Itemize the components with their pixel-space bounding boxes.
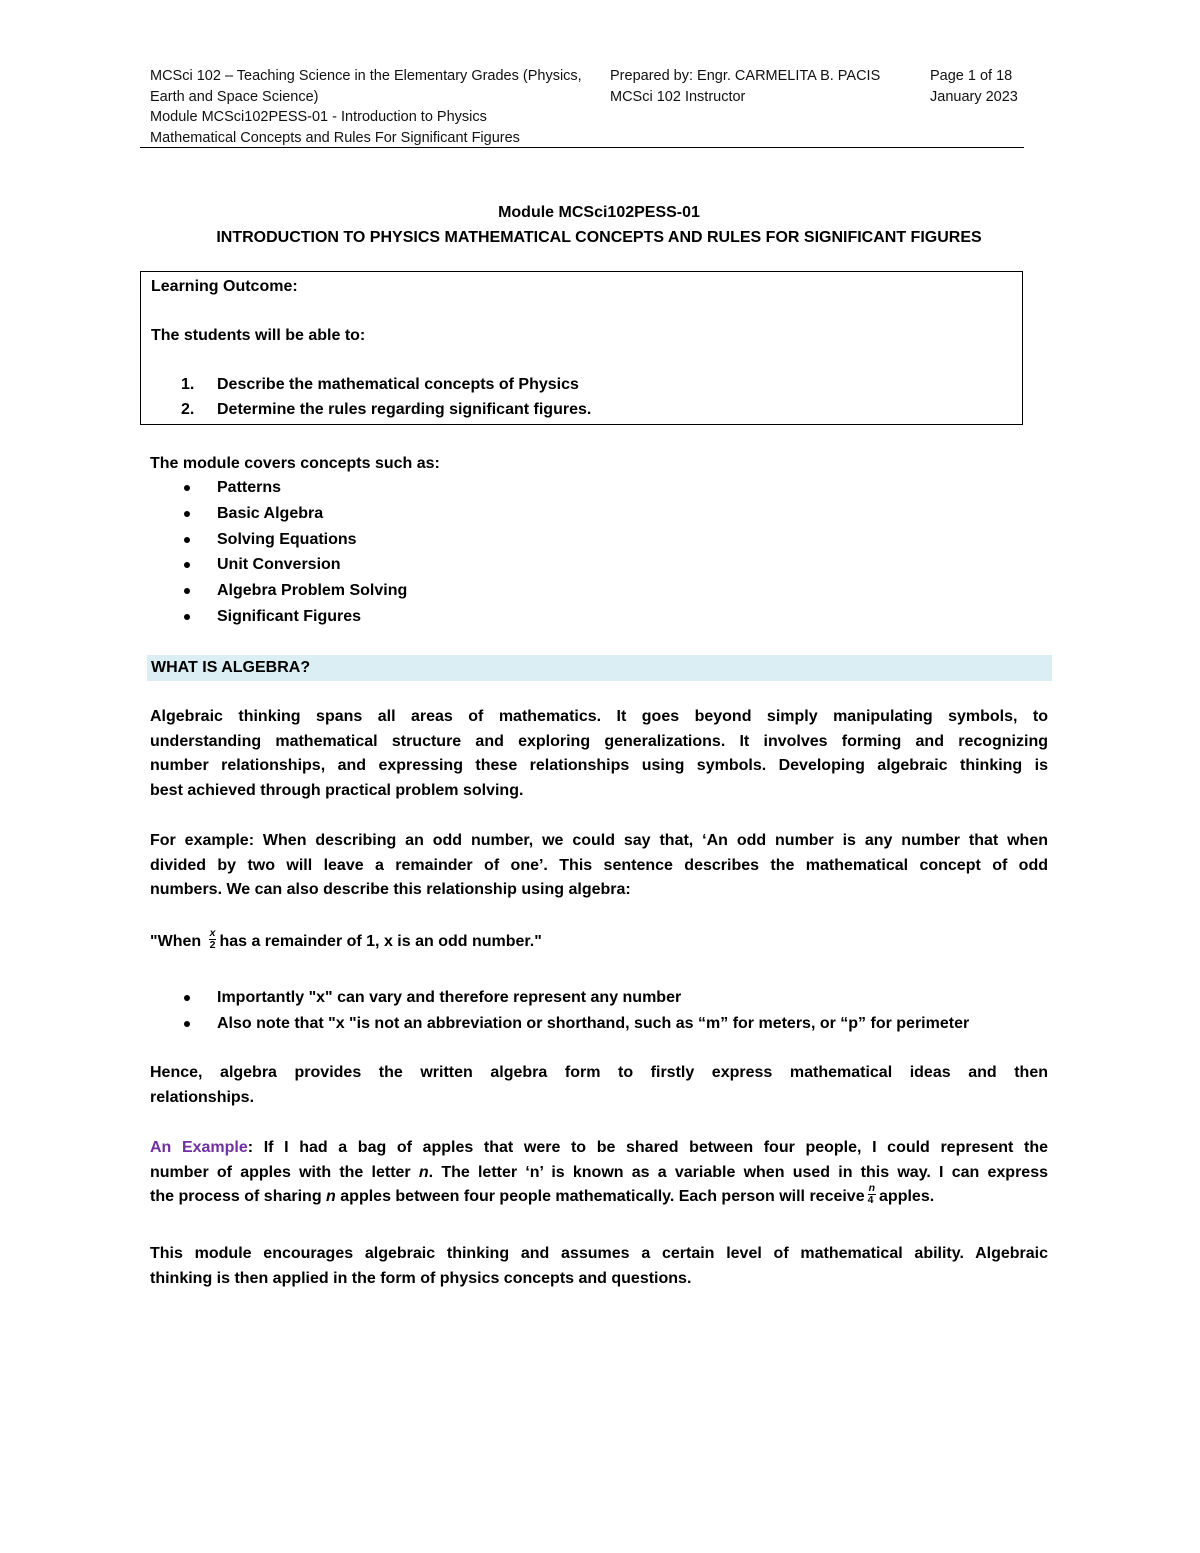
list-item-text: Solving Equations — [217, 530, 357, 548]
paragraph-line: understanding mathematical structure and exploring generalizations. It involves forming and recognizing — [150, 732, 1048, 750]
paragraph-odd-number-example — [150, 829, 1048, 903]
paragraph-line: divided by two will leave a remainder of one’. This sentence describes the mathematical concept of odd — [150, 856, 1048, 874]
bullet-icon — [184, 485, 190, 491]
header-page-info — [930, 66, 1020, 107]
header-date: January 2023 — [930, 88, 1018, 105]
formula-text-before: "When — [150, 933, 202, 950]
header-course-line2: Earth and Space Science) — [150, 88, 319, 105]
bullet-icon — [184, 1021, 190, 1027]
paragraph-line: Algebraic thinking spans all areas of mathematics. It goes beyond simply manipulating symbols, to — [150, 708, 1048, 725]
header-divider — [140, 147, 1024, 148]
list-item-text: Algebra Problem Solving — [217, 582, 408, 600]
covers-intro: The module covers concepts such as: — [150, 455, 440, 472]
fraction-numerator: n — [868, 1182, 876, 1195]
example-line2-b: . The letter ‘n’ is known as a variable when used in this way. I can express — [428, 1163, 1049, 1181]
example-line1-text: : If I had a bag of apples that were to be shared between four people, I could represent the — [247, 1139, 1049, 1156]
example-line3-b: apples between four people mathematically. Each person will receive — [335, 1188, 865, 1205]
paragraph-line — [150, 1161, 1048, 1186]
fraction-denominator: 4 — [867, 1194, 874, 1207]
fraction-n-over-4 — [868, 1183, 876, 1206]
header-page-number: Page 1 of 18 — [930, 68, 1013, 84]
outcome-item-text: Determine the rules regarding significant figures. — [217, 401, 592, 418]
odd-number-formula — [150, 927, 542, 955]
paragraph-line: For example: When describing an odd number, we could say that, ‘An odd number is any number that when — [150, 832, 1048, 849]
bullet-icon — [184, 614, 190, 620]
header-preparer — [610, 66, 910, 107]
paragraph-hence — [150, 1061, 1048, 1110]
header-prepared-by: Prepared by: Engr. CARMELITA B. PACIS — [610, 68, 881, 84]
paragraph-line: Hence, algebra provides the written algebra form to firstly express mathematical ideas and then — [150, 1064, 1048, 1081]
paragraph-line — [150, 1136, 1048, 1161]
bullet-icon — [184, 562, 190, 568]
paragraph-line: thinking is then applied in the form of physics concepts and questions. — [150, 1269, 692, 1287]
list-item-text: Significant Figures — [217, 607, 362, 625]
learning-outcome-intro: The students will be able to: — [151, 327, 366, 344]
section-heading-bar — [147, 655, 1052, 681]
paragraph-line: best achieved through practical problem solving. — [150, 781, 524, 799]
fraction-x-over-2 — [209, 928, 217, 951]
outcome-item-text: Describe the mathematical concepts of Physics — [217, 376, 579, 393]
section-heading: WHAT IS ALGEBRA? — [151, 659, 311, 676]
header-course-info — [150, 66, 590, 148]
bullet-icon — [184, 588, 190, 594]
list-item-text: Also note that "x "is not an abbreviation or shorthand, such as “m” for meters, or “p” for perimeter — [217, 1014, 970, 1032]
module-title-block — [140, 200, 1058, 250]
header-instructor: MCSci 102 Instructor — [610, 88, 746, 105]
paragraph-apples-example — [150, 1136, 1048, 1215]
paragraph-line: relationships. — [150, 1088, 255, 1106]
example-label: An Example — [150, 1139, 248, 1156]
list-item-text: Basic Algebra — [217, 504, 324, 522]
module-subtitle: INTRODUCTION TO PHYSICS MATHEMATICAL CONCEPTS AND RULES FOR SIGNIFICANT FIGURES — [216, 229, 982, 246]
learning-outcome-box — [140, 271, 1023, 425]
example-line2-a: number of apples with the letter — [150, 1163, 419, 1181]
example-line3-a: the process of sharing — [150, 1188, 327, 1205]
bullet-icon — [184, 995, 190, 1001]
paragraph-line — [150, 1182, 1048, 1215]
header-topic-line: Mathematical Concepts and Rules For Significant Figures — [150, 129, 520, 146]
paragraph-line: This module encourages algebraic thinking and assumes a certain level of mathematical ability. Algebraic — [150, 1245, 1048, 1262]
header-module-line: Module MCSci102PESS-01 - Introduction to Physics — [150, 109, 487, 125]
bullet-icon — [184, 511, 190, 517]
example-line3-end: apples. — [879, 1188, 935, 1205]
outcome-item-number: 2. — [181, 401, 195, 418]
list-item-text: Unit Conversion — [217, 556, 341, 574]
module-title: Module MCSci102PESS-01 — [498, 204, 700, 221]
paragraph-line: number relationships, and expressing these relationships using symbols. Developing algebraic thinking is — [150, 757, 1048, 774]
variable-n: n — [326, 1188, 336, 1205]
fraction-numerator: x — [209, 927, 216, 940]
bullet-icon — [184, 537, 190, 543]
formula-text-after: has a remainder of 1, x is an odd number." — [219, 933, 542, 950]
variable-n: n — [418, 1163, 429, 1181]
paragraph-module-encourages — [150, 1242, 1048, 1291]
paragraph-algebraic-thinking — [150, 705, 1048, 803]
list-item-text: Importantly "x" can vary and therefore represent any number — [217, 989, 682, 1006]
learning-outcome-heading: Learning Outcome: — [151, 278, 298, 295]
list-item-text: Patterns — [217, 479, 282, 496]
paragraph-line: numbers. We can also describe this relationship using algebra: — [150, 881, 631, 898]
outcome-item-number: 1. — [181, 376, 195, 393]
fraction-denominator: 2 — [209, 939, 216, 952]
header-course-line1: MCSci 102 – Teaching Science in the Elementary Grades (Physics, — [150, 68, 582, 84]
